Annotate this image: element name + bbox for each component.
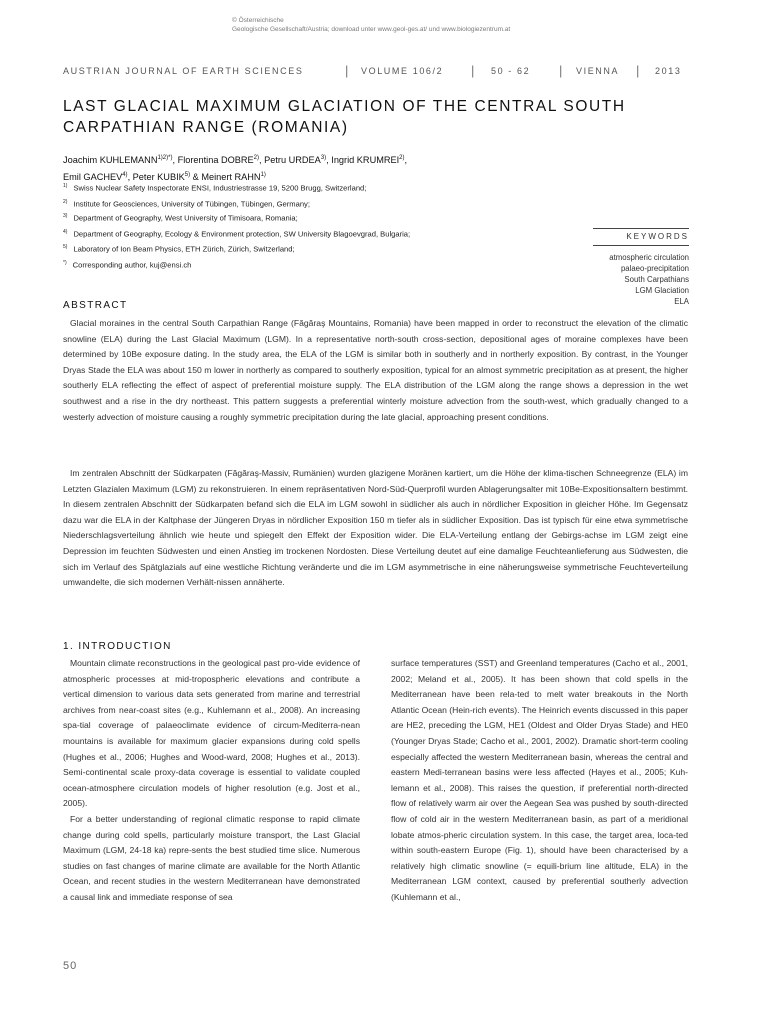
abstract-english-text: Glacial moraines in the central South Carpathian Range (Făgăraş Mountains, Romania) have been mapped in order to reconstruct the elevation of the climatic snowline (ELA) during the Last Glacial Maximum (LGM). In a representative north-south cross-section, depositional ages of moraine complexes have been determined by 10Be exposure dating. In the study area, the ELA of the LGM is similar both in southerly and in northerly exposition. By contrast, in the Younger Dryas Stade the ELA was about 150 m lower in northerly as compared to southerly exposition, typical for an almost symmetric precipitation as at present, the higher southerly ELA reflecting the effect of aspect of preferential moisture supply. The ELA distribution of the LGM along the range shows a depression in the wet southwest and a rise in the dry northeast. This pattern suggests a preferential winterly moisture advection from the south-west, which gradually changed to a westerly advection of moisture causing a roughly symmetric precipitation during the late glacial, approaching present conditions.: [63, 318, 688, 422]
introduction-heading: 1. INTRODUCTION: [63, 641, 172, 652]
author-separator: &: [190, 172, 202, 183]
author-affil-marker: 2): [253, 155, 260, 161]
affiliation-number: *): [63, 260, 67, 266]
abstract-english: [63, 316, 688, 425]
affiliation-number: 4): [63, 229, 68, 235]
author-affil-marker: 1): [260, 172, 266, 179]
affiliation-text: Department of Geography, Ecology & Environment protection, SW University Blagoevgrad, Bulgaria;: [73, 229, 411, 239]
paper-title-line-1: LAST GLACIAL MAXIMUM GLACIATION OF THE CENTRAL SOUTH: [63, 98, 626, 115]
affiliation-number: 2): [63, 199, 68, 205]
author-separator: ,: [127, 172, 133, 183]
keywords-rule: [593, 245, 689, 246]
abstract-german-text: Im zentralen Abschnitt der Südkarpaten (Făgăraş-Massiv, Rumänien) wurden glazigene Moränen kartiert, um die Höhe der klima-tischen Schneegrenze (ELA) im Letzten Glazialen Maximum (LGM) zu rekonstruieren. In einem repräsentativen Nord-Süd-Querprofil wurden Ablagerungsalter mit 10Be-Expositionsaltern bestimmt. In diesem zentralen Abschnitt der Südkarpaten befand sich die ELA im LGM sowohl in südlicher als auch in nördlicher Exposition in gleicher Höhe. Im Gegensatz dazu war die ELA in der Kaltphase der Jüngeren Dryas in nördlicher Exposition 150 m tiefer als in südlicher Exposition. Das ist typisch für eine etwa symmetrische Niederschlagsverteilung ähnlich wie heute und spiegelt den Effekt der Exposition wider. Die ELA-Verteilung entlang der Gebirgs-achse im LGM zeigt eine Depression im feuchten Südwesten und einen Anstieg im trockenen Nordosten. Diese Verteilung deutet auf eine damalige Feuchteanlieferung aus Südwesten, die sich im Verlauf des Spätglazials auf eine westliche Richtung veränderte und die im LGM asymmetrische in eine näherungsweise symmetrische Feuchteverteilung umwandelte, die sich modernen Verhält-nissen annäherte.: [63, 468, 688, 588]
affiliation-item: [63, 229, 410, 239]
keyword-item: atmospheric circulation: [609, 253, 689, 262]
affiliation-item: [63, 213, 298, 223]
affiliation-text: Laboratory of Ion Beam Physics, ETH Zürich, Zürich, Switzerland;: [73, 244, 295, 254]
author-separator: ,: [404, 155, 408, 166]
author-name: Florentina DOBRE: [177, 155, 254, 166]
abstract-heading: ABSTRACT: [63, 300, 128, 311]
paper-title-line-2: CARPATHIAN RANGE (ROMANIA): [63, 119, 349, 136]
author-separator: ,: [172, 155, 178, 166]
left-column: [63, 656, 360, 906]
keyword-item: palaeo-precipitation: [620, 264, 689, 273]
journal-year: 2013: [655, 66, 682, 76]
author-list: [63, 151, 503, 185]
right-column: [391, 656, 688, 906]
intro-paragraph-1: Mountain climate reconstructions in the geological past pro-vide evidence of atmospheric processes at mid-tropospheric elevations and contribute a vertical dimension to various data sets generated from marine and terrestrial archives from near-coast sites (e.g., Kuhlemann et al., 2008). An increasing spa-tial coverage of palaeoclimate evidence of circum-Mediterra-nean mountains is available for maximum glacier expansions during cold spells (Hughes et al., 2006; Hughes and Wood-ward, 2008; Hughes et al., 2013). Semi-continental scale proxy-data coverage is essential to validate coupled ocean-atmosphere circulation models of higher resolution (e.g. Jost et al., 2005).: [63, 658, 360, 809]
journal-volume: VOLUME 106/2: [361, 66, 444, 76]
intro-paragraph-2: For a better understanding of regional climatic response to rapid climate change during cold spells, particularly moisture transport, the Last Glacial Maximum (LGM, 24-18 ka) repre-sents the best studied time slice. Numerous studies on fast changes of marine climate are available for the North Atlantic Ocean, and recent studies in the western Mediterranean have demonstrated a causal link and immediate response of sea: [63, 813, 360, 902]
affiliation-text: Swiss Nuclear Safety Inspectorate ENSI, Industriestrasse 19, 5200 Brugg, Switzerland;: [73, 183, 367, 193]
author-separator: ,: [326, 155, 332, 166]
affiliation-number: 3): [63, 213, 68, 219]
affiliation-text: Corresponding author, kuj@ensi.ch: [72, 260, 192, 270]
keyword-item: South Carpathians: [624, 275, 689, 284]
affiliation-item: [63, 183, 366, 193]
author-separator: ,: [259, 155, 265, 166]
author-affil-marker: 2): [399, 155, 405, 161]
author-name: Emil GACHEV: [63, 172, 123, 183]
keywords-heading: KEYWORDS: [626, 232, 689, 241]
author-affil-marker: 1)2)*): [157, 155, 173, 161]
header-separator: |: [345, 63, 349, 78]
journal-name: AUSTRIAN JOURNAL OF EARTH SCIENCES: [63, 66, 304, 76]
journal-city: VIENNA: [576, 66, 620, 76]
abstract-german: [63, 466, 688, 591]
paper-title: [63, 96, 713, 138]
header-separator: |: [471, 63, 475, 78]
author-affil-marker: 4): [122, 172, 128, 179]
affiliation-number: 5): [63, 244, 68, 250]
author-name: Peter KUBIK: [132, 172, 185, 183]
author-name: Ingrid KRUMREI: [331, 155, 400, 166]
affiliation-text: Institute for Geosciences, University of Tübingen, Tübingen, Germany;: [73, 199, 310, 209]
affiliation-number: 1): [63, 183, 68, 189]
intro-paragraph-3: surface temperatures (SST) and Greenland temperatures (Cacho et al., 2001, 2002; Meland et al., 2005). It has been shown that cold spells in the Mediterranean have been rela-ted to melt water breakouts in the North Atlantic Ocean (Hein-rich events). The Heinrich events discussed in this paper are HE2, preceding the LGM, HE1 (Oldest and Older Dryas Stade) and HE0 (Younger Dryas Stade; Cacho et al., 2001, 2002). Dramatic short-term cooling especially affected the western Mediterranean basin, whereas the central and eastern Medi-terranean basins were less affected (Hayes et al., 2005; Kuh-lemann et al., 2008). This raises the question, if preferential north-directed flow of relatively warm air over the Aegean Sea was pushed by south-directed flow of cold air in the western Mediterranean basin, as part of a meridional lobate atmos-pheric circulation system. In this case, the target area, loca-ted within south-eastern Europe (Fig. 1), should have been characterised by a relatively high climatic snowline (= equili-brium line altitude, ELA) in the Mediterranean LGM context, caused by preferential southerly advection (Kuhlemann et al.,: [391, 658, 688, 902]
author-affil-marker: 3): [320, 155, 327, 161]
affiliation-text: Department of Geography, West University of Timisoara, Romania;: [73, 213, 298, 223]
keywords-box: [593, 228, 689, 307]
running-header: [63, 63, 707, 80]
affiliation-item: [63, 244, 295, 254]
journal-pages: 50 - 62: [491, 66, 531, 76]
author-name: Meinert RAHN: [201, 172, 261, 183]
copyright-line-1: © Österreichische: [232, 17, 284, 24]
affiliation-item: [63, 260, 191, 270]
affiliation-item: [63, 199, 310, 209]
header-separator: |: [559, 63, 563, 78]
header-separator: |: [636, 63, 640, 78]
author-name: Petru URDEA: [264, 155, 321, 166]
keyword-item: ELA: [674, 297, 689, 306]
author-name: Joachim KUHLEMANN: [63, 155, 158, 166]
page-number: 50: [63, 960, 78, 972]
keywords-list: [593, 252, 689, 307]
copyright-line-2: Geologische Gesellschaft/Austria; download unter www.geol-ges.at/ und www.biologiezentrum.at: [232, 26, 511, 33]
copyright-notice: [232, 16, 510, 34]
keyword-item: LGM Glaciation: [635, 286, 689, 295]
author-affil-marker: 5): [184, 172, 191, 179]
